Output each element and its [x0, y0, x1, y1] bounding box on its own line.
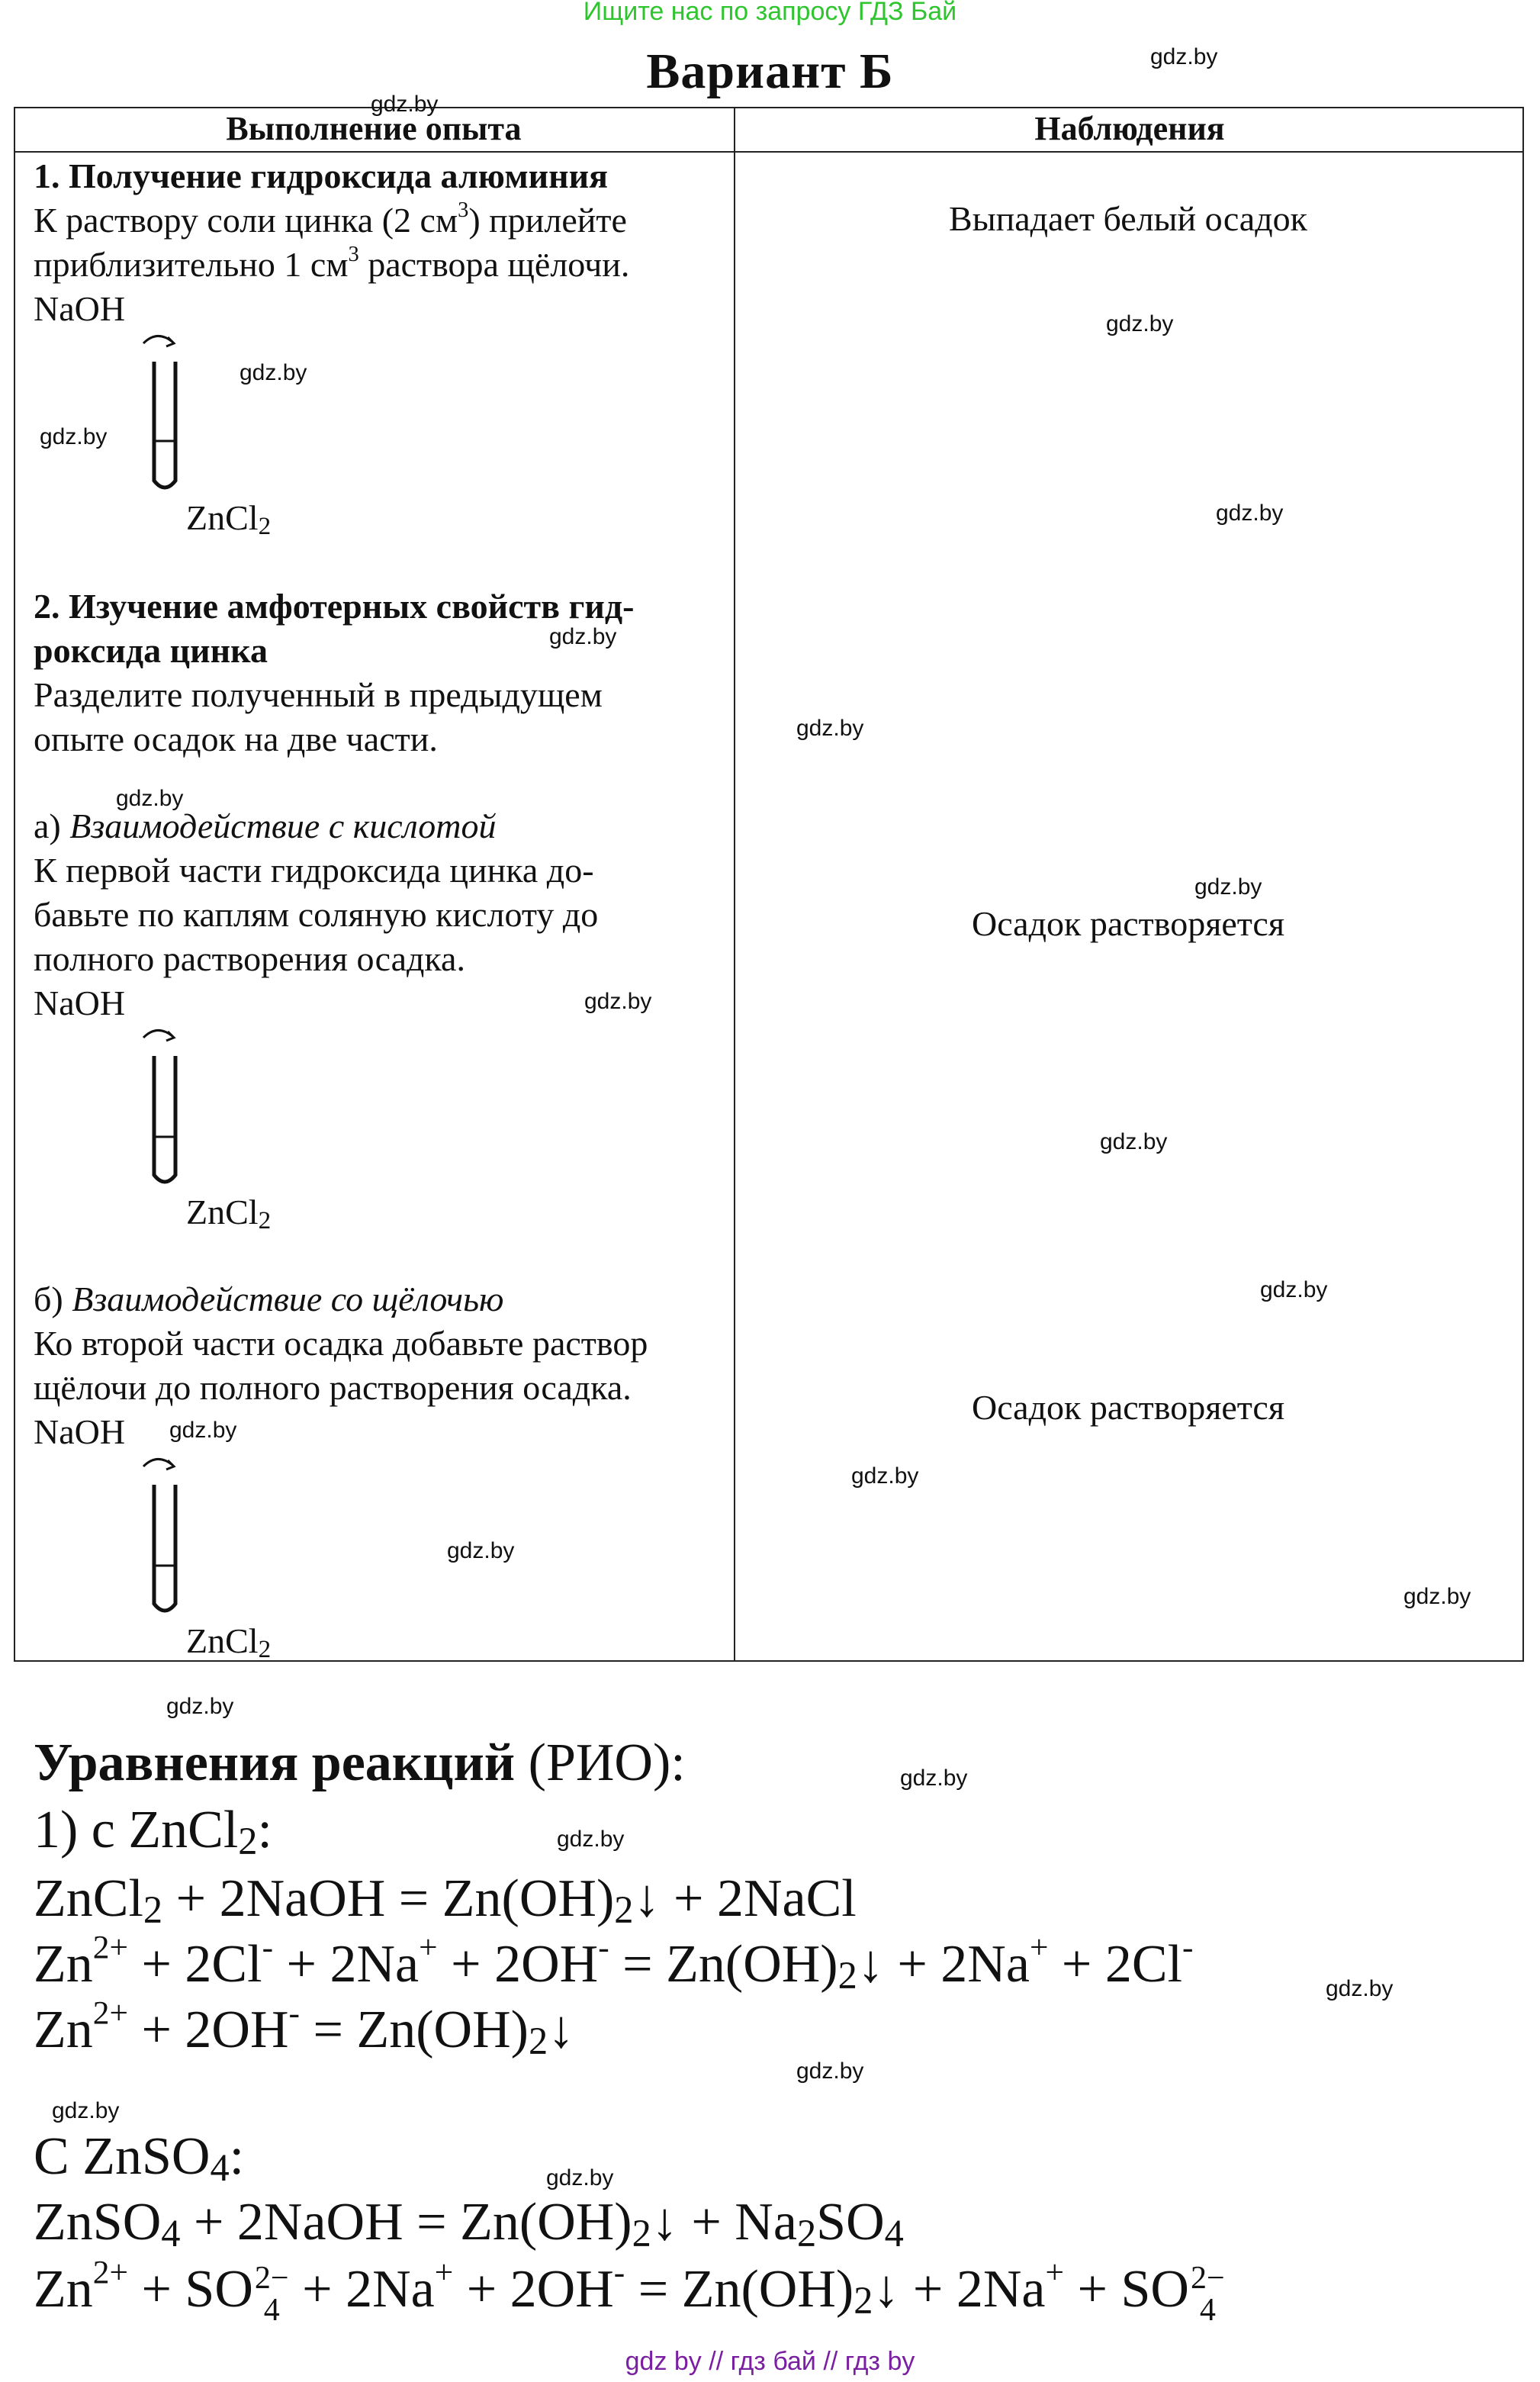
watermark: gdz.by [116, 786, 184, 811]
exp2a-text-line3: полного растворения осадка. [34, 939, 465, 978]
exp2a-observation: Осадок растворяется [971, 904, 1285, 943]
exp1-heading: 1. Получение гидроксида алюминия [34, 156, 609, 195]
exp2-heading-line1: 2. Изучение амфотерных свойств гид- [34, 587, 635, 626]
watermark: gdz.by [1216, 501, 1284, 526]
equation-znso4-full-ionic: $Zn^{2+}$ + SO 2− 4 + $2Na^+ + 2OH^- = Zn(OH)_2↓ + 2Na^+$ + SO 2− 4 [34, 2254, 1225, 2328]
watermark: gdz.by [447, 1538, 515, 1563]
exp2-text-line1: Разделите полученный в предыдущем [34, 675, 603, 714]
watermark: gdz.by [52, 2098, 120, 2123]
exp2b-reagent-label: NaOH [34, 1412, 126, 1451]
column-header-procedure: Выполнение опыта [226, 110, 522, 147]
equations-section-znso4: С ZnSO$_4$: [34, 2127, 245, 2190]
footer-links: gdz by // гдз бай // гдз by [625, 2347, 915, 2376]
watermark: gdz.by [546, 2165, 614, 2190]
exp1-reagent-label: NaOH [34, 289, 126, 328]
watermark: gdz.by [1150, 44, 1218, 69]
watermark: gdz.by [1106, 311, 1174, 336]
search-banner: Ищите нас по запросу ГДЗ Бай [583, 0, 957, 26]
test-tube-icon [134, 1451, 195, 1627]
exp2a-tube-label: ZnCl$_2$ [186, 1193, 272, 1234]
exp2a-reagent-label: NaOH [34, 983, 126, 1022]
column-header-observations: Наблюдения [1034, 110, 1225, 147]
equation-zncl2-short-ionic: $Zn^{2+} + 2OH^-$ = $Zn(OH)_2↓$ [34, 1994, 575, 2063]
exp2a-text-line2: бавьте по каплям соляную кислоту до [34, 895, 599, 934]
table-header-divider [14, 151, 1524, 153]
watermark: gdz.by [1403, 1584, 1471, 1609]
exp2b-title: б) Взаимодействие со щёлочью [34, 1280, 504, 1318]
exp2b-observation: Осадок растворяется [971, 1388, 1285, 1427]
exp1-tube-label: ZnCl$_2$ [186, 498, 272, 540]
exp2a-text-line1: К первой части гидроксида цинка до- [34, 851, 594, 890]
equation-zncl2-molecular: ZnCl$_2$ + 2NaOH = $Zn(OH)_2↓$ + 2NaCl [34, 1869, 857, 1932]
exp2-heading-line2: роксида цинка [34, 631, 268, 670]
watermark: gdz.by [169, 1418, 237, 1443]
watermark: gdz.by [796, 716, 864, 741]
watermark: gdz.by [240, 360, 307, 385]
watermark: gdz.by [1260, 1277, 1328, 1302]
exp2b-tube-label: ZnCl$_2$ [186, 1621, 272, 1663]
test-tube-icon [134, 328, 195, 504]
exp2b-text-line1: Ко второй части осадка добавьте раствор [34, 1324, 648, 1363]
equation-znso4-molecular: ZnSO$_4$ + 2NaOH = $Zn(OH)_2↓ + Na_2SO_4$ [34, 2193, 904, 2255]
watermark: gdz.by [1194, 874, 1262, 900]
watermark: gdz.by [1326, 1976, 1394, 2001]
equations-section-zncl2: 1) с ZnCl$_2$: [34, 1801, 272, 1863]
page-title: Вариант Б [646, 43, 894, 99]
watermark: gdz.by [166, 1694, 234, 1719]
table-column-divider [734, 107, 735, 1662]
watermark: gdz.by [584, 989, 652, 1014]
equation-zncl2-full-ionic: $Zn^{2+} + 2Cl^- + 2Na^+ + 2OH^-$ = $Zn(OH)_2↓ + 2Na^+ + 2Cl^-$ [34, 1929, 1194, 1997]
exp2a-title: а) Взаимодействие с кислотой [34, 806, 497, 845]
watermark: gdz.by [371, 92, 439, 117]
exp2b-text-line2: щёлочи до полного растворения осадка. [34, 1368, 632, 1407]
watermark: gdz.by [549, 624, 617, 649]
exp1-text-line1: К раствору соли цинка (2 $см^3$) прилейте [34, 198, 627, 240]
watermark: gdz.by [557, 1827, 625, 1852]
watermark: gdz.by [796, 2058, 864, 2084]
exp1-text-line2: приблизительно 1 $см^3$ раствора щёлочи. [34, 243, 630, 284]
watermark: gdz.by [851, 1463, 919, 1489]
exp2-text-line2: опыте осадок на две части. [34, 719, 438, 758]
watermark: gdz.by [1100, 1129, 1168, 1154]
watermark: gdz.by [900, 1766, 968, 1791]
watermark: gdz.by [40, 424, 108, 449]
equations-heading: Уравнения реакций (РИО): [34, 1733, 686, 1792]
exp1-observation: Выпадает белый осадок [949, 199, 1307, 238]
test-tube-icon [134, 1022, 195, 1198]
